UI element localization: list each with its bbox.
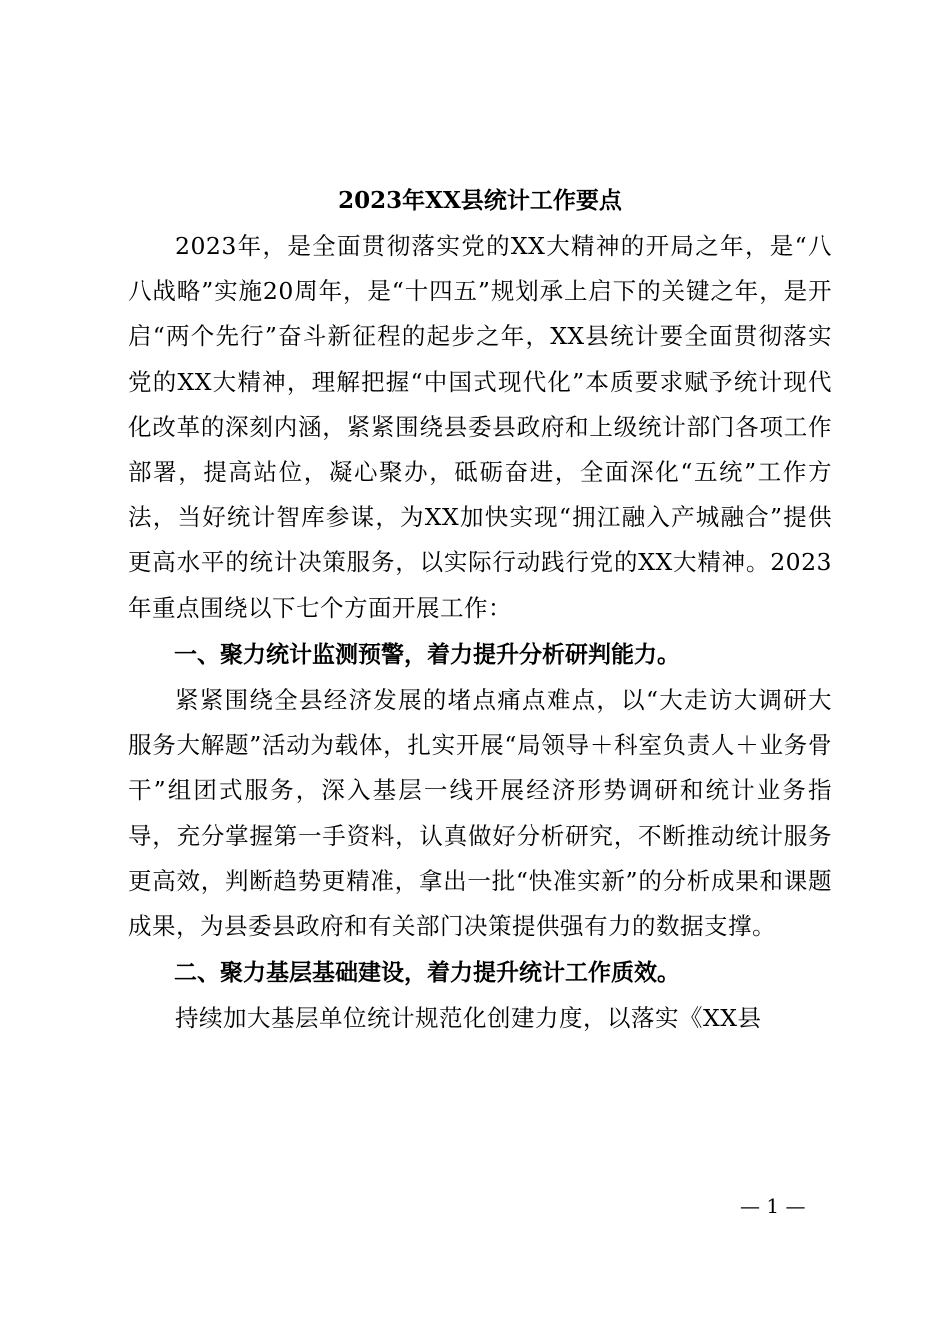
document-title: 2023年XX县统计工作要点 — [338, 187, 622, 214]
section-2-paragraph: 持续加大基层单位统计规范化创建力度，以落实《XX县 — [175, 1004, 762, 1033]
section-2-heading: 二、聚力基层基础建设，着力提升统计工作质效。 — [174, 960, 680, 987]
section-1-heading: 一、聚力统计监测预警，着力提升分析研判能力。 — [174, 641, 680, 668]
document-body — [128, 180, 832, 1042]
page-number: — 1 — — [740, 1194, 806, 1218]
section-1-paragraph: 紧紧围绕全县经济发展的堵点痛点难点，以“大走访大调研大服务大解题”活动为载体，扎实开展“局领导＋科室负责人＋业务骨干”组团式服务，深入基层一线开展经济形势调研和统计业务指导，充分掌握第一手资料，认真做好分析研究，不断推动统计服务更高效，判断趋势更精准，拿出一批“快准实新”的分析成果和课题成果，为县委县政府和有关部门决策提供强有力的数据支撑。 — [128, 686, 832, 941]
intro-paragraph: 2023年，是全面贯彻落实党的XX大精神的开局之年，是“八八战略”实施20周年，是“十四五”规划承上启下的关键之年，是开启“两个先行”奋斗新征程的起步之年，XX县统计要全面贯彻落实党的XX大精神，理解把握“中国式现代化”本质要求赋予统计现代化改革的深刻内涵，紧紧围绕县委县政府和上级统计部门各项工作部署，提高站位，凝心聚办，砥砺奋进，全面深化“五统”工作方法，当好统计智库参谋，为XX加快实现“拥江融入产城融合”提供更高水平的统计决策服务，以实际行动践行党的XX大精神。2023年重点围绕以下七个方面开展工作： — [128, 232, 832, 622]
